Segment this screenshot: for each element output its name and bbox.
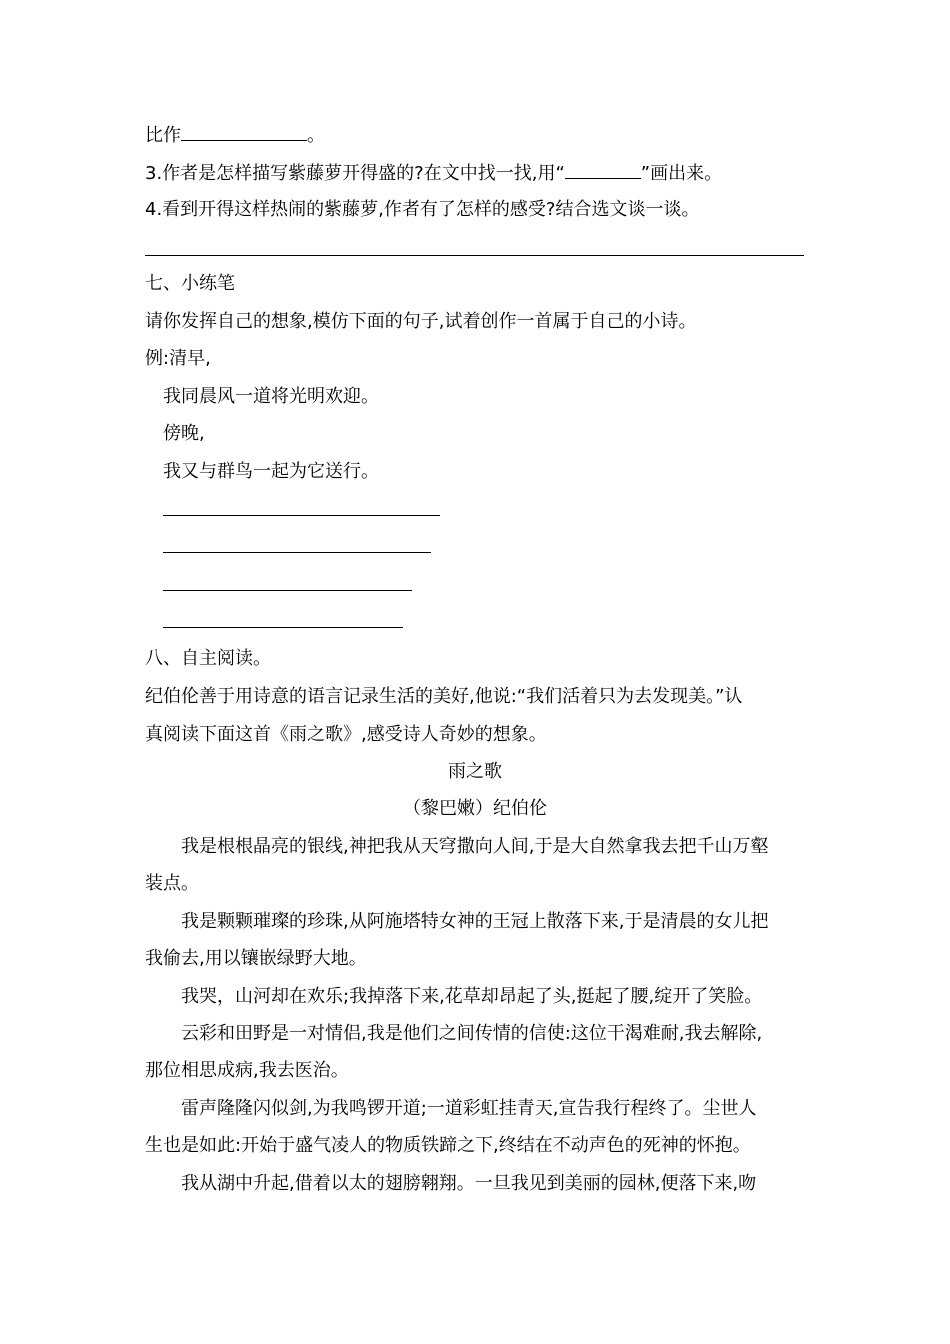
question-2-prefix: 比作 [145,125,181,146]
answer-blank[interactable] [181,122,307,141]
section-8-intro: 纪伯伦善于用诗意的语言记录生活的美好,他说:“我们活着只为去发现美。”认 [145,686,743,707]
poem-paragraph-line: 我是颗颗璀璨的珍珠,从阿施塔特女神的王冠上散落下来,于是清晨的女儿把 [181,911,769,932]
example-line: 我又与群鸟一起为它送行。 [163,461,379,482]
poem-paragraph-line: 云彩和田野是一对情侣,我是他们之间传情的信使:这位干渴难耐,我去解除, [181,1023,763,1044]
example-line: 傍晚, [163,423,205,444]
section-7-instruction: 请你发挥自己的想象,模仿下面的句子,试着创作一首属于自己的小诗。 [145,311,697,332]
section-8-heading: 八、自主阅读。 [145,648,271,669]
writing-line[interactable] [163,515,440,516]
question-3-prefix: 3.作者是怎样描写紫藤萝开得盛的?在文中找一找,用“ [145,163,565,184]
poem-paragraph-line: 我偷去,用以镶嵌绿野大地。 [145,948,367,969]
question-4: 4.看到开得这样热闹的紫藤萝,作者有了怎样的感受?结合选文谈一谈。 [145,199,700,220]
example-line: 我同晨风一道将光明欢迎。 [163,386,379,407]
section-8-intro: 真阅读下面这首《雨之歌》,感受诗人奇妙的想象。 [145,724,547,745]
writing-line[interactable] [163,590,412,591]
poem-paragraph-line: 我从湖中升起,借着以太的翅膀翱翔。一旦我见到美丽的园林,便落下来,吻 [181,1173,757,1194]
section-7-heading: 七、小练笔 [145,273,235,294]
question-2-tail [145,122,325,148]
question-3 [145,160,722,186]
poem-author: （黎巴嫩）纪伯伦 [403,798,547,819]
poem-paragraph-line: 我哭，山河却在欢乐;我掉落下来,花草却昂起了头,挺起了腰,绽开了笑脸。 [181,986,763,1007]
poem-paragraph-line: 那位相思成病,我去医治。 [145,1060,349,1081]
question-2-suffix: 。 [307,125,325,146]
poem-paragraph-line: 装点。 [145,873,199,894]
question-3-suffix: ”画出来。 [640,163,723,184]
poem-title: 雨之歌 [448,761,502,782]
writing-line[interactable] [163,627,403,628]
poem-paragraph-line: 雷声隆隆闪似剑,为我鸣锣开道;一道彩虹挂青天,宣告我行程终了。尘世人 [181,1098,757,1119]
underline-sample [565,160,641,179]
poem-paragraph-line: 我是根根晶亮的银线,神把我从天穹撒向人间,于是大自然拿我去把千山万壑 [181,836,769,857]
answer-line[interactable] [145,255,804,256]
example-label: 例:清早, [145,348,211,369]
poem-paragraph-line: 生也是如此:开始于盛气凌人的物质铁蹄之下,终结在不动声色的死神的怀抱。 [145,1135,751,1156]
writing-line[interactable] [163,552,431,553]
